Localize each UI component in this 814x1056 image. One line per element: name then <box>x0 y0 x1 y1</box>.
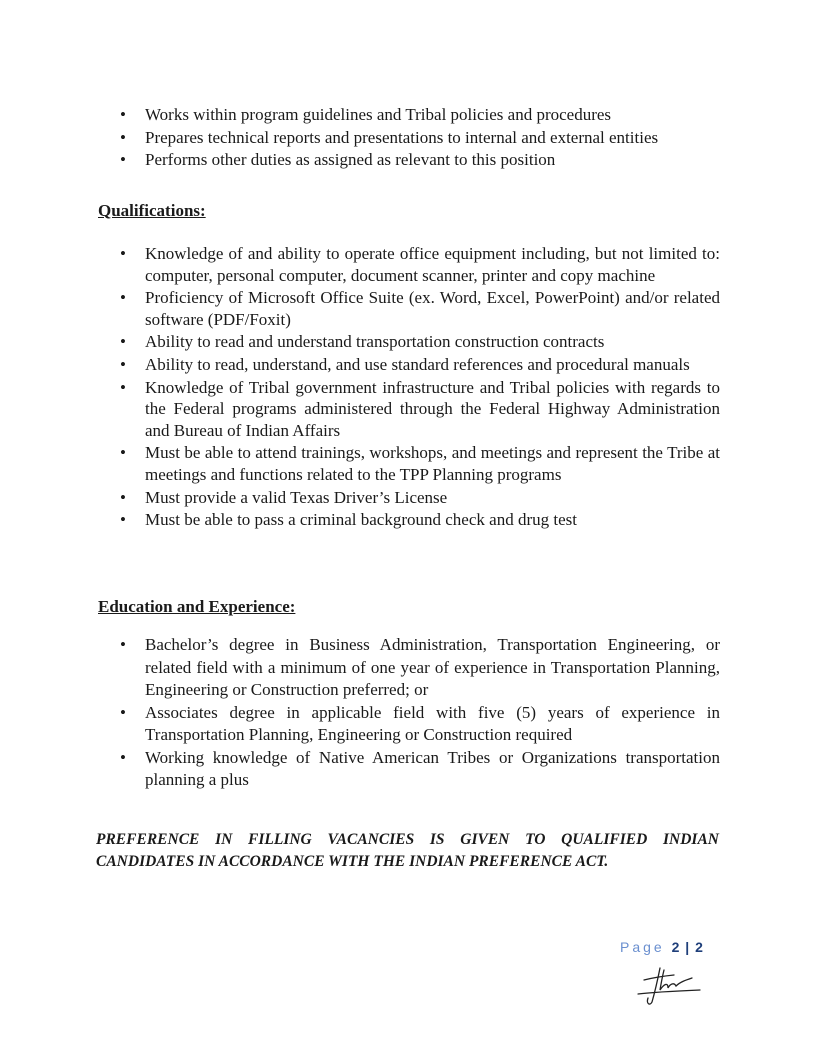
page-count: 2 | 2 <box>671 939 704 955</box>
list-item: • Works within program guidelines and Tribal policies and procedures <box>98 104 738 126</box>
page-number <box>620 939 704 955</box>
list-item: • Bachelor’s degree in Business Administration, Transportation Engineering, or related field with a minimum of one year of experience in Transportation Planning, Engineering or Construction preferred; or <box>98 634 720 702</box>
list-item: • Associates degree in applicable field with five (5) years of experience in Transportation Planning, Engineering or Construction required <box>98 702 720 747</box>
list-item: • Knowledge of and ability to operate office equipment including, but not limited to: computer, personal computer, document scanner, printer and copy machine <box>98 243 720 286</box>
list-item: • Proficiency of Microsoft Office Suite (ex. Word, Excel, PowerPoint) and/or related software (PDF/Foxit) <box>98 287 720 330</box>
education-list <box>98 634 720 792</box>
preference-line-1: PREFERENCE IN FILLING VACANCIES IS GIVEN TO QUALIFIED INDIAN <box>96 831 719 848</box>
preference-line-2: CANDIDATES IN ACCORDANCE WITH THE INDIAN PREFERENCE ACT. <box>96 853 609 870</box>
qualifications-heading: Qualifications: <box>98 201 206 220</box>
list-item: • Performs other duties as assigned as relevant to this position <box>98 149 738 171</box>
duties-list <box>98 104 738 172</box>
list-item: • Must provide a valid Texas Driver’s License <box>98 487 720 509</box>
list-item: • Ability to read, understand, and use standard references and procedural manuals <box>98 354 720 376</box>
qualifications-list <box>98 243 720 532</box>
page-label: Page <box>620 939 665 955</box>
initials-signature <box>630 960 710 1008</box>
list-item: • Working knowledge of Native American Tribes or Organizations transportation planning a plus <box>98 747 720 792</box>
list-item: • Knowledge of Tribal government infrastructure and Tribal policies with regards to the Federal programs administered through the Federal Highway Administration and Bureau of Indian Affairs <box>98 377 720 442</box>
list-item: • Must be able to attend trainings, workshops, and meetings and represent the Tribe at meetings and functions related to the TPP Planning programs <box>98 442 720 485</box>
list-item: • Must be able to pass a criminal background check and drug test <box>98 509 720 531</box>
education-heading: Education and Experience: <box>98 597 296 616</box>
list-item: • Ability to read and understand transportation construction contracts <box>98 331 720 353</box>
list-item: • Prepares technical reports and presentations to internal and external entities <box>98 127 738 149</box>
indian-preference-notice <box>96 829 719 873</box>
